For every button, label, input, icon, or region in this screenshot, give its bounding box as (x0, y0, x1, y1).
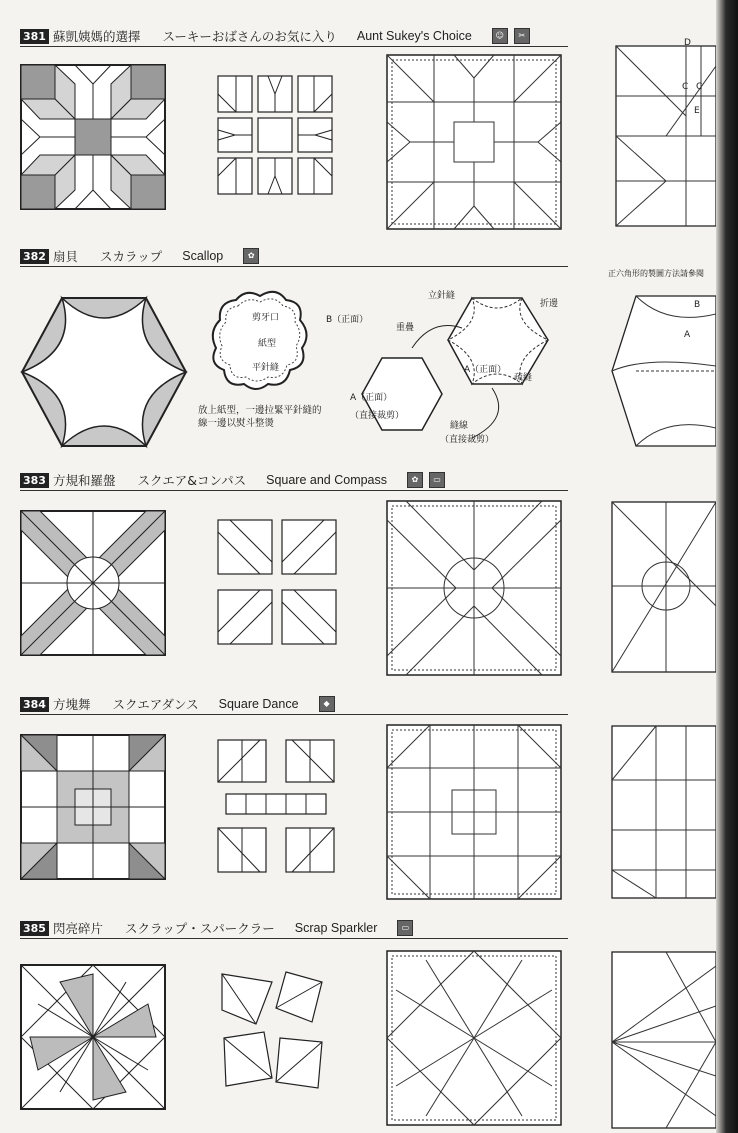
a-front-label-2: A（正面） (464, 365, 507, 375)
section-number: 384 (20, 697, 49, 712)
english-title: Square Dance (218, 697, 299, 711)
chinese-title: 蘇凱姨媽的選擇 (52, 29, 141, 44)
b-front-label: B（正面） (326, 315, 369, 325)
japanese-title: スクエア&コンパス (137, 473, 247, 488)
japanese-title: スクエアダンス (112, 697, 199, 712)
japanese-title: スーキーおばさんのお気に入り (162, 29, 337, 44)
applique-icon: ✿ (243, 248, 259, 264)
stand-stitch-label: 立針縫 (428, 291, 456, 301)
section-number: 382 (20, 249, 49, 264)
section-header (20, 246, 568, 267)
piece-layout (216, 738, 336, 878)
machine-icon: ▭ (429, 472, 445, 488)
right-template-384 (606, 720, 716, 904)
block-diagram (20, 734, 166, 880)
chinese-title: 方塊舞 (52, 697, 91, 712)
piece-layout (216, 74, 334, 196)
right-template-385 (606, 946, 716, 1132)
section-number: 385 (20, 921, 49, 936)
section-header (20, 694, 568, 715)
machine-icon: ▭ (397, 920, 413, 936)
difficulty-icon: ◆ (319, 696, 335, 712)
right-template-381 (606, 36, 716, 234)
letter-e: E (694, 106, 700, 116)
block-diagram (20, 288, 188, 456)
cut-mouth-label: 剪牙口 (252, 313, 280, 323)
right-template-383 (606, 496, 716, 678)
letter-c1: C (682, 82, 689, 92)
japanese-title: スカラップ (99, 249, 163, 264)
piece-layout (216, 518, 340, 646)
sewing-diagram (386, 724, 562, 900)
letter-c2: C (696, 82, 703, 92)
sewing-diagram (386, 950, 562, 1126)
chinese-title: 扇貝 (52, 249, 78, 264)
a-front-label: A（正面） (350, 393, 393, 403)
book-gutter-shadow (716, 0, 738, 1133)
hand-sewing-icon: ✂ (514, 28, 530, 44)
block-diagram (20, 964, 166, 1110)
piece-layout (216, 968, 328, 1094)
section-header (20, 918, 568, 939)
baste-label: 疏縫 (514, 373, 533, 383)
letter-b: B (694, 300, 701, 310)
english-title: Scallop (182, 249, 224, 263)
section-number: 381 (20, 29, 49, 44)
english-title: Square and Compass (266, 473, 388, 487)
section-number: 383 (20, 473, 49, 488)
letter-d: D (684, 38, 691, 48)
english-title: Aunt Sukey's Choice (356, 29, 472, 43)
direct-cut-label-2: （直接裁剪） (440, 435, 495, 445)
japanese-title: スクラップ・スパークラー (124, 921, 275, 936)
block-diagram (20, 64, 166, 210)
running-stitch-label: 平針縫 (252, 363, 280, 373)
seam-line-label: 縫線 (450, 421, 469, 431)
chinese-title: 方規和羅盤 (52, 473, 116, 488)
applique-icon: ✿ (407, 472, 423, 488)
english-title: Scrap Sparkler (294, 921, 378, 935)
overlap-label: 重疊 (396, 323, 415, 333)
fold-edge-label: 折邊 (540, 299, 559, 309)
direct-cut-label: （直接裁剪） (350, 411, 405, 421)
hex-drafting-note: 正六角形的製圖方法請參閱 (608, 269, 704, 278)
sewing-diagram (386, 500, 562, 676)
sewing-diagram (386, 54, 562, 230)
scallop-note: 放上紙型，一邊拉緊平針縫的線一邊以熨斗整燙 (198, 405, 322, 429)
block-diagram (20, 510, 166, 656)
chinese-title: 閃亮碎片 (52, 921, 103, 936)
letter-a: A (684, 330, 691, 340)
paper-label: 紙型 (258, 339, 277, 349)
difficulty-icon: ☺ (492, 28, 508, 44)
right-template-382 (606, 286, 716, 456)
section-header (20, 470, 568, 491)
section-header (20, 26, 568, 47)
